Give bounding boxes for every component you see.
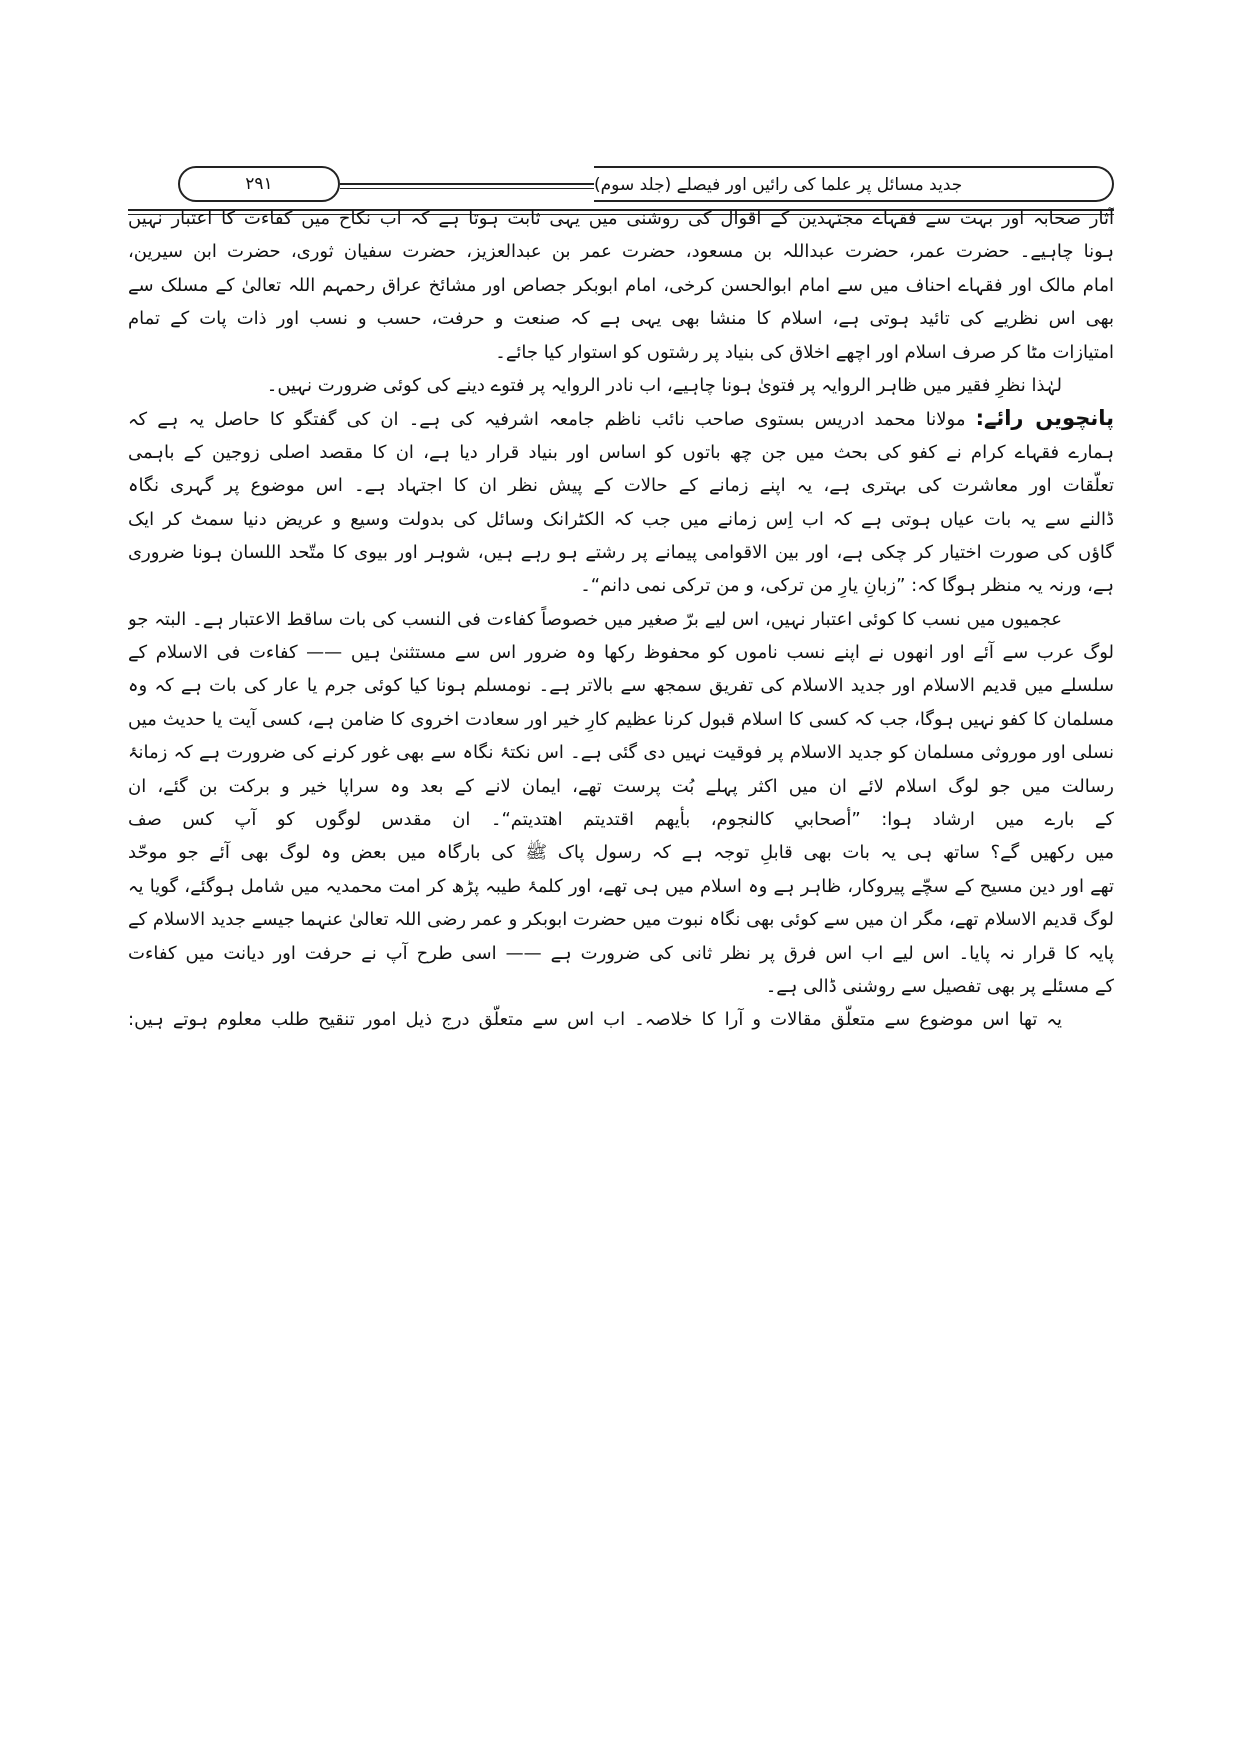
text-line: ڈالنے سے یہ بات عیاں ہوتی ہے کہ اب اِس زمانے میں جب کہ الکٹرانک وسائل کی بدولت وسیع و عریض دنیا سمٹ کر ایک	[128, 508, 1114, 530]
page-number-box	[178, 166, 340, 202]
text-line: گاؤں کی صورت اختیار کر چکی ہے، اور بین الاقوامی پیمانے پر رشتے ہو رہے ہیں، شوہر اور بیوی کا متّحد اللسان ہونا ضروری	[128, 541, 1114, 563]
text-line: لوگ عرب سے آئے اور انھوں نے اپنے نسب ناموں کو محفوظ رکھا وہ ضرور اس سے مستثنیٰ ہیں —— کفاءت فی الاسلام کے	[128, 642, 1114, 664]
text-line: امام مالک اور فقہاے احناف میں سے امام ابوالحسن کرخی، امام ابوبکر جصاص اور مشائخ عراق رحمہم اللہ تعالیٰ کے مسلک سے	[128, 274, 1114, 296]
text-line: سلسلے میں قدیم الاسلام اور جدید الاسلام کی تفریق سمجھ سے بالاتر ہے۔ نومسلم ہونا کیا کوئی جرم یا عار کی بات ہے کہ وہ	[128, 675, 1114, 697]
text-line: ہونا چاہیے۔ حضرت عمر، حضرت عبداللہ بن مسعود، حضرت عمر بن عبدالعزیز، حضرت سفیان ثوری، حضرت ابن سیرین،	[128, 241, 1114, 263]
text-line: تھے اور دین مسیح کے سچّے پیروکار، ظاہر ہے وہ اسلام میں ہی تھے، اور کلمۂ طیبہ پڑھ کر امت محمدیہ میں شامل ہوگئے، گویا یہ	[128, 875, 1114, 897]
text-line: لہٰذا نظرِ فقیر میں ظاہر الروایہ پر فتویٰ ہونا چاہیے، اب نادر الروایہ پر فتوے دینے کی کوئی ضرورت نہیں۔	[266, 374, 1062, 396]
text-line: مسلمان کا کفو نہیں ہوگا، جب کہ کسی کا اسلام قبول کرنا عظیم کارِ خیر اور سعادت اخروی کا ضامن ہے، کسی آیت یا حدیث میں	[128, 708, 1114, 730]
book-title: جدید مسائل پر علما کی رائیں اور فیصلے (جلد سوم)	[594, 174, 963, 195]
text-line: کے مسئلے پر بھی تفصیل سے روشنی ڈالی ہے۔	[765, 975, 1114, 997]
text-line: ہمارے فقہاے کرام نے کفو کی بحث میں جن چھ باتوں کو اساس اور بنیاد قرار دیا ہے، ان کا مقصد اصلی زوجین کے باہمی	[128, 441, 1114, 463]
section-heading: پانچویں رائے:	[975, 406, 1114, 431]
text-line: ہے، ورنہ یہ منظر ہوگا کہ: ”زبانِ یارِ من ترکی، و من ترکی نمی دانم“۔	[580, 575, 1114, 597]
text-line: رسالت میں جو لوگ اسلام لائے ان میں اکثر پہلے بُت پرست تھے، ایمان لانے کے بعد وہ سراپا خیر و برکت بن گئے، ان	[128, 775, 1114, 797]
body-text	[128, 202, 1114, 1037]
text-line: پایہ کا قرار نہ پایا۔ اس لیے اب اس فرق پر نظر ثانی کی ضرورت ہے —— اسی طرح آپ نے حرفت اور دیانت میں کفاءت	[128, 942, 1114, 964]
text-line	[128, 402, 1114, 435]
header-divider	[340, 183, 594, 189]
text-line: بھی اس نظریے کی تائید ہوتی ہے، اسلام کا منشا بھی یہی ہے کہ صنعت و حرفت، حسب و نسب اور ذات پات کے تمام	[128, 308, 1114, 330]
text-line: لوگ قدیم الاسلام تھے، مگر ان میں سے کوئی بھی نگاہ نبوت میں حضرت ابوبکر و عمر رضی اللہ تعالیٰ عنہما جیسے جدید الاسلام کے	[128, 909, 1114, 931]
text-line: نسلی اور موروثی مسلمان کو جدید الاسلام پر فوقیت نہیں دی گئی ہے۔ اس نکتۂ نگاہ سے بھی غور کرنے کی ضرورت ہے کہ زمانۂ	[128, 742, 1114, 764]
text-line: کے بارے میں ارشاد ہوا: ”أصحابي كالنجوم، بأيهم اقتديتم اهتديتم“۔ ان مقدس لوگوں کو آپ کس صف	[128, 809, 1114, 831]
text-line: آثار صحابہ اور بہت سے فقہاے مجتہدین کے اقوال کی روشنی میں یہی ثابت ہوتا ہے کہ اب نکاح میں کفاءت کا اعتبار نہیں	[128, 208, 1114, 229]
text-line: امتیازات مٹا کر صرف اسلام اور اچھے اخلاق کی بنیاد پر رشتوں کو استوار کیا جائے۔	[495, 341, 1114, 363]
text-line: میں رکھیں گے؟ ساتھ ہی یہ بات بھی قابلِ توجہ ہے کہ رسول پاک ﷺ کی بارگاہ میں بعض وہ لوگ بھی آئے جو موحّد	[128, 842, 1114, 864]
text-line: یہ تھا اس موضوع سے متعلّق مقالات و آرا کا خلاصہ۔ اب اس سے متعلّق درج ذیل امور تنقیح طلب معلوم ہوتے ہیں:	[128, 1009, 1062, 1031]
text-line: تعلّقات اور معاشرت کی بہتری ہے، یہ اپنے زمانے کے حالات کے پیش نظر ان کا اجتہاد ہے۔ اس موضوع پر گہری نگاہ	[128, 475, 1114, 497]
page-number: ۲۹۱	[245, 174, 273, 194]
text-span: مولانا محمد ادریس بستوی صاحب نائب ناظم جامعہ اشرفیہ کی ہے۔ ان کی گفتگو کا حاصل یہ ہے کہ	[128, 409, 976, 431]
book-title-box	[594, 166, 1114, 202]
text-line: عجمیوں میں نسب کا کوئی اعتبار نہیں، اس لیے برّ صغیر میں خصوصاً کفاءت فی النسب کی بات ساقط الاعتبار ہے۔ البتہ جو	[128, 608, 1062, 630]
